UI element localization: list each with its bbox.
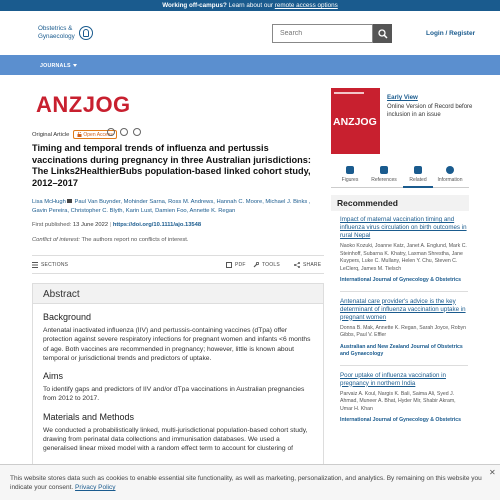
- remote-access-banner: [0, 0, 500, 11]
- tools-button[interactable]: [253, 262, 280, 268]
- tab-figures-label: Figures: [341, 177, 359, 183]
- cookie-message: This website stores data such as cookies to enable essential site functionality, as well as marketing, personalization, and analytics. By remaining on this website you indicate your consent.: [10, 475, 482, 491]
- tab-figures[interactable]: [335, 166, 365, 183]
- journal-cover-image[interactable]: [331, 88, 380, 154]
- cover-title: ANZJOG: [333, 116, 377, 128]
- recommended-heading: Recommended: [331, 195, 469, 211]
- publication-info: First published: 13 June 2022 | https://doi.org/10.1111/ajo.13548: [32, 222, 202, 228]
- methods-text: We conducted a probabilistically linked, multi-jurisdictional population-based cohort study, drawing from perinatal data collections and immunisation databases. We used a generalised linear mixed model with a random effect term to account for clustering of: [43, 426, 308, 453]
- journal-logo[interactable]: ANZJOG: [36, 92, 131, 117]
- banner-lead: Working off-campus?: [162, 2, 227, 9]
- abstract-heading: Abstract: [33, 284, 323, 304]
- early-view-description: Online Version of Record before inclusion in an issue: [387, 104, 473, 118]
- tab-references-label: References: [371, 177, 397, 183]
- abstract-section: [32, 283, 324, 473]
- figures-icon: [346, 166, 354, 174]
- tab-related[interactable]: [403, 166, 433, 188]
- share-icon: [294, 262, 300, 268]
- society-seal-icon: [79, 26, 93, 40]
- remote-access-link[interactable]: remote access options: [274, 2, 338, 9]
- tab-information-label: Information: [437, 177, 463, 183]
- article-badges: [107, 128, 141, 136]
- privacy-policy-link[interactable]: Privacy Policy: [75, 484, 116, 491]
- society-logo[interactable]: [38, 25, 93, 40]
- aims-text: To identify gaps and predictors of IIV and/or dTpa vaccinations in Australian pregnancies from 2012 to 2017.: [43, 386, 305, 403]
- recommended-title[interactable]: Impact of maternal vaccination timing and influenza virus circulation on birth outcomes in rural Nepal: [340, 216, 467, 239]
- tab-references[interactable]: [369, 166, 399, 183]
- list-item: [340, 216, 468, 292]
- methods-heading: Materials and Methods: [43, 411, 135, 422]
- search-icon: [378, 29, 388, 39]
- coi-text: The authors report no conflicts of interest.: [80, 237, 189, 243]
- list-icon: [32, 262, 38, 268]
- cookie-text: [10, 474, 485, 492]
- list-item: [340, 298, 468, 366]
- pdf-label: PDF: [235, 262, 246, 268]
- sections-button[interactable]: [32, 262, 68, 268]
- article-toolbar: [32, 255, 324, 274]
- journals-menu[interactable]: [40, 63, 77, 69]
- sections-label: SECTIONS: [41, 262, 69, 268]
- aims-heading: Aims: [43, 371, 63, 382]
- link-icon: [380, 166, 388, 174]
- open-lock-icon: [77, 132, 82, 137]
- open-access-label: Open Access: [83, 131, 113, 138]
- share-label: SHARE: [303, 262, 322, 268]
- article-title: Timing and temporal trends of influenza and pertussis vaccinations during pregnancy in three Australian jurisdictions: The Links2HealthierBubs population-based linked cohort study, 2012–2017: [32, 143, 311, 188]
- recommended-journal[interactable]: International Journal of Gynecology & Obstetrics: [340, 277, 462, 283]
- attribution-icon[interactable]: [133, 128, 141, 136]
- info-icon: [446, 166, 454, 174]
- cookie-banner: [0, 464, 500, 500]
- article-meta: [32, 130, 117, 139]
- logo-line-2: Gynaecology: [38, 32, 75, 40]
- article-type: Original Article: [32, 131, 70, 138]
- early-view-link[interactable]: Early View: [387, 94, 418, 101]
- pdf-button[interactable]: [226, 262, 246, 268]
- recommended-authors: Parvaiz A. Koul, Nargis K. Bali, Saima Ali, Syed J. Ahmad, Muneer A. Bhat, Hyder Mir, Shabir Akram, Umar H. Khan: [340, 390, 456, 412]
- tab-information[interactable]: [435, 166, 465, 183]
- related-icon: [414, 166, 422, 174]
- author-list[interactable]: [32, 198, 324, 216]
- corresponding-author[interactable]: Lisa McHugh: [32, 199, 66, 205]
- journals-label: JOURNALS: [40, 63, 71, 69]
- conflict-of-interest: [32, 237, 189, 243]
- coi-label: Conflict of interest:: [32, 237, 81, 243]
- published-date: 13 June 2022: [71, 222, 109, 228]
- sidebar-tabs: [331, 162, 469, 188]
- recommended-title[interactable]: Antenatal care provider's advice is the key determinant of influenza vaccination uptake in pregnant women: [340, 297, 466, 321]
- tools-label: TOOLS: [262, 262, 280, 268]
- wrench-icon: [253, 262, 259, 268]
- background-heading: Background: [43, 312, 92, 322]
- chevron-down-icon: [73, 64, 77, 67]
- logo-line-1: Obstetrics &: [38, 25, 73, 32]
- recommended-authors: Donna B. Mak, Annette K. Regan, Sarah Joyce, Robyn Gibbs, Paul V. Effler: [340, 324, 467, 338]
- mail-icon[interactable]: [67, 199, 72, 203]
- cover-band: [334, 92, 364, 94]
- site-header: [0, 11, 500, 55]
- doi-link[interactable]: https://doi.org/10.1111/ajo.13548: [112, 222, 202, 228]
- license-icon[interactable]: [120, 128, 128, 136]
- banner-text: Learn about our: [226, 2, 275, 9]
- logo-text: [38, 25, 75, 40]
- search-input[interactable]: [272, 24, 373, 43]
- recommended-journal[interactable]: International Journal of Gynecology & Obstetrics: [340, 417, 462, 423]
- search-button[interactable]: [373, 24, 392, 43]
- close-icon[interactable]: ✕: [489, 468, 496, 477]
- share-button[interactable]: [294, 262, 321, 268]
- recommended-authors: Naoko Kozuki, Joanne Katz, Janet A. Englund, Mark C. Steinhoff, Subarna K. Khatry, Laxman Shrestha, Jane Kuypers, Luke C. Mullany, Helen Y. Chu, Steven C. LeClerq, James M. Tielsch: [340, 243, 467, 272]
- list-item: [340, 372, 468, 431]
- free-access-icon[interactable]: [107, 128, 115, 136]
- published-label: First published:: [32, 222, 72, 228]
- background-text: Antenatal inactivated influenza (IIV) and pertussis-containing vaccines (dTpa) offer protection against severe respiratory infections for pregnant women and infants <6 months of age. Both vaccines are recommended in pregnancy; however, little is known about temporal or jurisdictional trends and predictors of uptake.: [43, 327, 311, 362]
- pdf-icon: [226, 262, 232, 268]
- recommended-list: [340, 216, 468, 437]
- co-authors[interactable]: Paul Van Buynder, Mohinder Sarna, Ross M. Andrews, Hannah C. Moore, Michael J. Binks , Gavin Pereira, Christopher C. Blyth, Karin Lust, Damien Foo, Annette K. Regan: [32, 199, 311, 214]
- tab-related-label: Related: [409, 177, 427, 183]
- recommended-journal[interactable]: Australian and New Zealand Journal of Obstetrics and Gynaecology: [340, 343, 463, 357]
- login-register-link[interactable]: Login / Register: [426, 30, 476, 37]
- recommended-title[interactable]: Poor uptake of influenza vaccination in pregnancy in northern India: [340, 371, 446, 387]
